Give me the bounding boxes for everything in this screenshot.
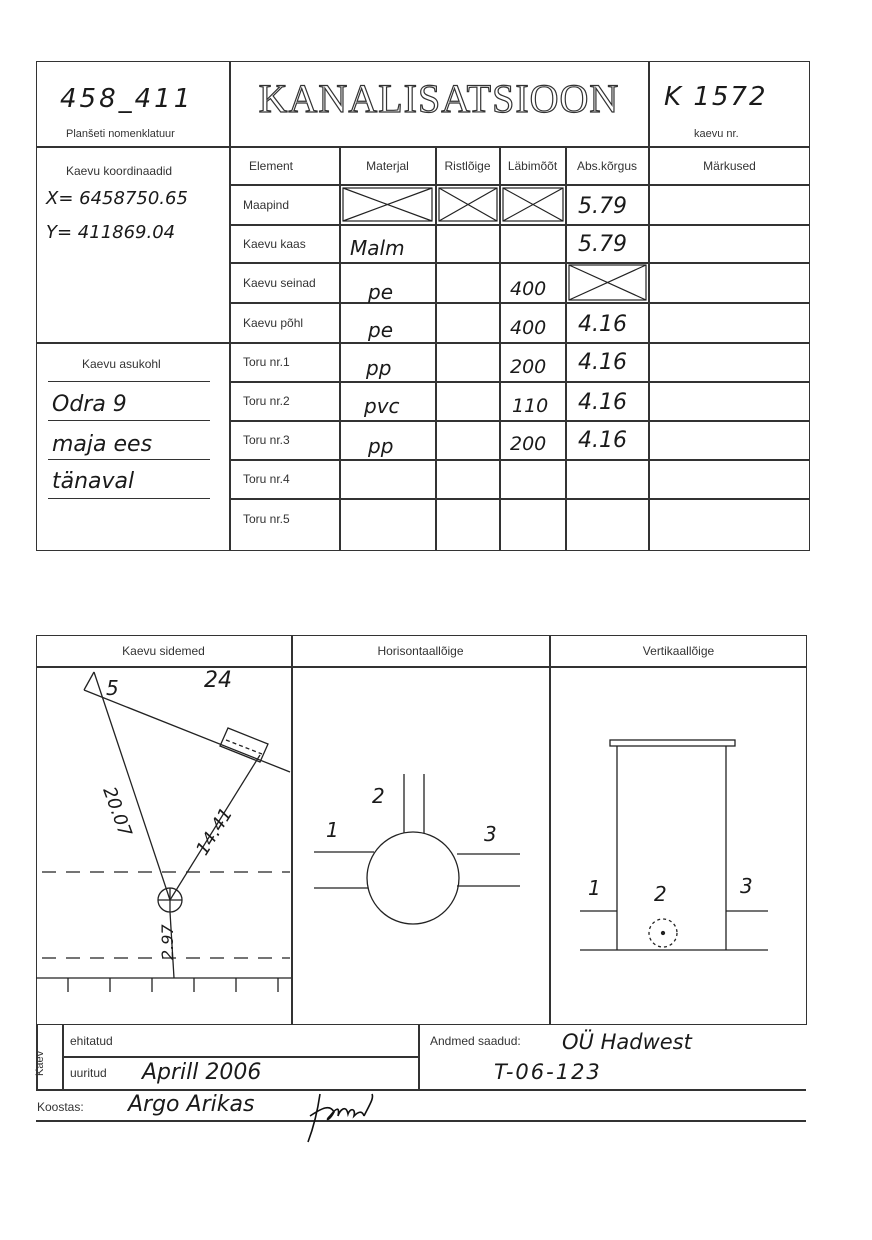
surveyed-label: uuritud: [70, 1066, 107, 1080]
row-label: Maapind: [243, 198, 290, 212]
tie-distance: 5: [106, 676, 119, 700]
column-header-cross-section: Ristlõige: [444, 158, 491, 173]
column-header-material: Materjal: [366, 158, 409, 173]
pipe-number: 2: [372, 784, 385, 808]
tie-distance: 14.41: [192, 804, 238, 860]
coordinates-label: Kaevu koordinaadid: [66, 164, 173, 178]
diameter-cell: 200: [510, 433, 547, 455]
pipe-number: 3: [484, 822, 497, 846]
height-cell: 4.16: [578, 312, 627, 337]
height-cell: 4.16: [578, 350, 627, 375]
source-company: OÜ Hadwest: [562, 1030, 692, 1054]
row-label: Kaevu seinad: [243, 276, 316, 290]
tie-distance: 20.07: [98, 784, 136, 840]
source-reference: T-06-123: [494, 1060, 602, 1084]
nomenclature-label: Planšeti nomenklatuur: [66, 128, 175, 140]
column-header-height: Abs.kõrgus: [576, 158, 638, 173]
compiled-by: Argo Arikas: [128, 1092, 255, 1117]
row-label: Toru nr.3: [243, 433, 290, 447]
column-header-notes: Märkused: [703, 158, 756, 173]
well-group-label: Kaev: [34, 1050, 46, 1076]
material-cell: pvc: [364, 394, 400, 418]
coordinate-x: X= 6458750.65: [46, 188, 188, 209]
material-cell: pe: [368, 280, 393, 304]
well-number-value: K 1572: [664, 82, 768, 112]
surveyed-value: Aprill 2006: [142, 1060, 262, 1085]
pipe-number: 1: [326, 818, 339, 842]
pipe-number: 3: [740, 874, 753, 898]
horizontal-section-title: Horisontaallõige: [377, 644, 464, 658]
location-label: Kaevu asukohl: [82, 357, 161, 371]
location-line: Odra 9: [52, 392, 127, 417]
page-title: KANALISATSIOON: [258, 75, 620, 121]
row-label: Toru nr.5: [243, 512, 290, 526]
material-cell: pe: [368, 318, 393, 342]
nomenclature-value: 458_411: [60, 84, 194, 114]
column-header-diameter: Läbimõõt: [507, 158, 558, 173]
material-cell: Malm: [350, 236, 405, 260]
tie-distance: 24: [204, 668, 232, 693]
material-cell: pp: [366, 356, 392, 380]
well-number-label: kaevu nr.: [694, 128, 739, 140]
row-label: Toru nr.1: [243, 355, 290, 369]
diameter-cell: 200: [510, 356, 547, 378]
location-line: maja ees: [52, 432, 153, 457]
row-label: Kaevu kaas: [243, 237, 306, 251]
height-cell: 5.79: [578, 232, 627, 257]
ties-panel-title: Kaevu sidemed: [122, 644, 205, 658]
height-cell: 4.16: [578, 390, 627, 415]
height-cell: 5.79: [578, 194, 627, 219]
vertical-section-title: Vertikaallõige: [642, 644, 715, 658]
row-label: Kaevu põhl: [243, 316, 304, 330]
compiled-label: Koostas:: [37, 1100, 84, 1114]
height-cell: 4.16: [578, 428, 627, 453]
diameter-cell: 400: [510, 278, 547, 300]
signature: [300, 1086, 400, 1146]
column-header-element: Element: [248, 158, 294, 173]
diameter-cell: 110: [512, 395, 549, 417]
diameter-cell: 400: [510, 317, 547, 339]
pipe-number: 2: [654, 882, 667, 906]
row-label: Toru nr.2: [243, 394, 290, 408]
source-label: Andmed saadud:: [430, 1034, 521, 1048]
coordinate-y: Y= 411869.04: [46, 222, 176, 243]
row-label: Toru nr.4: [243, 472, 290, 486]
tie-distance: 2.97: [158, 924, 177, 960]
built-label: ehitatud: [70, 1034, 113, 1048]
pipe-number: 1: [588, 876, 601, 900]
material-cell: pp: [368, 434, 394, 458]
location-line: tänaval: [52, 469, 135, 494]
